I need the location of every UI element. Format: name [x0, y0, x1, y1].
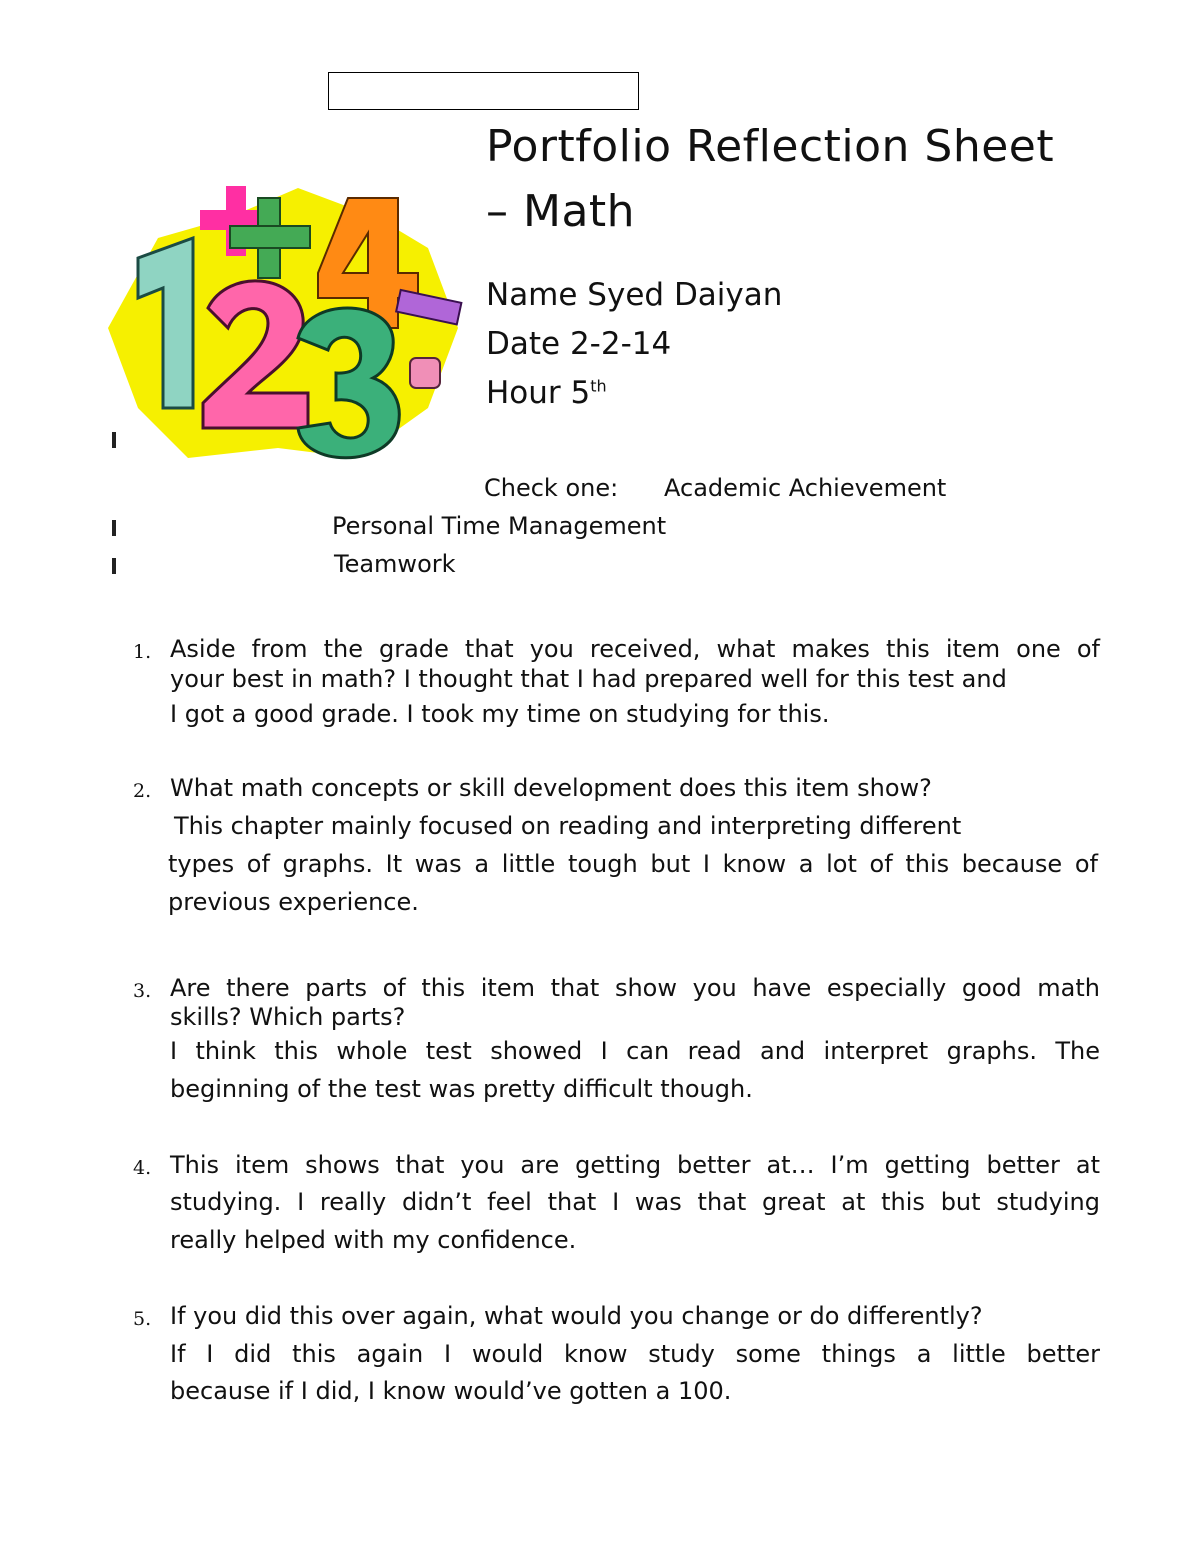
checkbox-mark	[112, 558, 116, 574]
option-academic-achievement: Academic Achievement	[664, 474, 947, 502]
answer-line: really helped with my confidence.	[170, 1226, 577, 1254]
hour-field	[486, 375, 607, 411]
page-title-line1: Portfolio Reflection Sheet	[486, 121, 1055, 172]
answer-line: This chapter mainly focused on reading and interpreting different	[174, 812, 962, 840]
answer-line: I think this whole test showed I can read and interpret graphs. The	[170, 1037, 1100, 1065]
student-name: Name Syed Daiyan	[486, 277, 783, 313]
question-number: 4.	[133, 1157, 152, 1179]
page-title-line2: – Math	[486, 186, 636, 237]
math-numbers-clipart	[98, 178, 470, 470]
answer-line: your best in math? I thought that I had prepared well for this test and	[170, 665, 1007, 693]
question-line: If you did this over again, what would you change or do differently?	[170, 1302, 983, 1330]
answer-line: previous experience.	[168, 888, 419, 916]
checkbox-mark	[112, 432, 116, 448]
check-one-label: Check one:	[484, 474, 619, 502]
question-line: Are there parts of this item that show you have especially good math	[170, 974, 1100, 1002]
answer-line: I got a good grade. I took my time on studying for this.	[170, 700, 830, 728]
question-line: What math concepts or skill development does this item show?	[170, 774, 932, 802]
question-number: 5.	[133, 1308, 152, 1330]
answer-line: If I did this again I would know study some things a little better	[170, 1340, 1100, 1368]
answer-line: studying. I really didn’t feel that I was that great at this but studying	[170, 1188, 1100, 1216]
option-teamwork: Teamwork	[334, 550, 456, 578]
hour-label: Hour 5	[486, 375, 591, 411]
question-number: 2.	[133, 780, 152, 802]
question-line: This item shows that you are getting better at… I’m getting better at	[170, 1151, 1100, 1179]
question-number: 3.	[133, 980, 152, 1002]
answer-line: types of graphs. It was a little tough but I know a lot of this because of	[168, 850, 1098, 878]
date-field: Date 2-2-14	[486, 326, 672, 362]
question-line: skills? Which parts?	[170, 1003, 406, 1031]
hour-suffix: th	[590, 376, 607, 396]
answer-line: beginning of the test was pretty difficult though.	[170, 1075, 753, 1103]
option-personal-time-management: Personal Time Management	[332, 512, 667, 540]
question-number: 1.	[133, 641, 152, 663]
blank-box	[328, 72, 639, 110]
checkbox-mark	[112, 520, 116, 536]
answer-line: because if I did, I know would’ve gotten a 100.	[170, 1377, 732, 1405]
question-line: Aside from the grade that you received, what makes this item one of	[170, 635, 1100, 663]
